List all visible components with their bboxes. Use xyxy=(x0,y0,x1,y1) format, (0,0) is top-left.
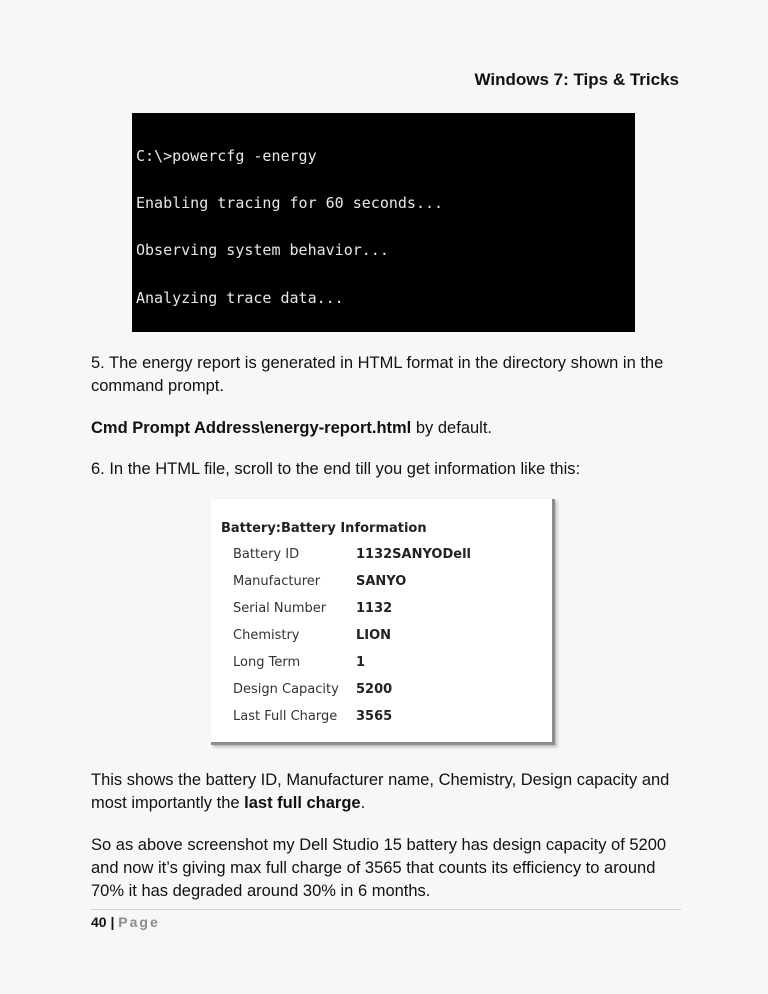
console-line: Analyzing trace data... xyxy=(136,288,344,307)
battery-row-value: LION xyxy=(356,628,392,643)
default-path-paragraph xyxy=(91,417,691,440)
conclusion-paragraph: So as above screenshot my Dell Studio 15 battery has design capacity of 5200 and now it’s giving max full charge of 3565 that counts its efficiency to around 70% it has degraded around 30% in 6 months. xyxy=(91,836,667,900)
battery-row-value: SANYO xyxy=(356,574,407,589)
page-word: Page xyxy=(118,914,160,930)
battery-row-label: Manufacturer xyxy=(233,574,321,589)
console-line: C:\>powercfg -energy xyxy=(136,146,317,165)
battery-row-label: Last Full Charge xyxy=(233,709,338,724)
battery-row-value: 3565 xyxy=(356,709,393,724)
step-6-paragraph: 6. In the HTML file, scroll to the end till you get information like this: xyxy=(91,460,581,478)
default-path-suffix: by default. xyxy=(411,419,493,437)
battery-information-screenshot xyxy=(211,499,555,745)
battery-row-label: Long Term xyxy=(233,655,301,670)
console-line: Observing system behavior... xyxy=(136,241,389,260)
battery-row-label: Serial Number xyxy=(233,601,327,616)
battery-row-value: 1132SANYODell xyxy=(356,547,472,562)
battery-row-value: 1 xyxy=(356,655,366,670)
page-header-title: Windows 7: Tips & Tricks xyxy=(474,70,679,89)
battery-row-value: 1132 xyxy=(356,601,393,616)
battery-row-value: 5200 xyxy=(356,682,393,697)
default-path-bold: Cmd Prompt Address\energy-report.html xyxy=(91,419,412,437)
summary-paragraph xyxy=(91,769,691,815)
battery-row-label: Chemistry xyxy=(233,628,300,643)
console-line: Enabling tracing for 60 seconds... xyxy=(136,193,444,212)
summary-suffix: . xyxy=(360,794,366,812)
summary-prefix: This shows the battery ID, Manufacturer name, Chemistry, Design capacity and most importantly the xyxy=(91,771,670,812)
footer-divider xyxy=(91,909,681,910)
battery-info-title: Battery:Battery Information xyxy=(221,521,427,536)
footer-separator: | xyxy=(106,914,119,930)
command-prompt-screenshot xyxy=(132,113,635,332)
summary-bold: last full charge xyxy=(244,794,361,812)
page-number: 40 xyxy=(91,914,107,930)
battery-row-label: Design Capacity xyxy=(233,682,339,697)
step-5-paragraph: 5. The energy report is generated in HTML format in the directory shown in the command prompt. xyxy=(91,354,664,395)
battery-row-label: Battery ID xyxy=(233,547,300,562)
page-footer xyxy=(91,914,160,930)
